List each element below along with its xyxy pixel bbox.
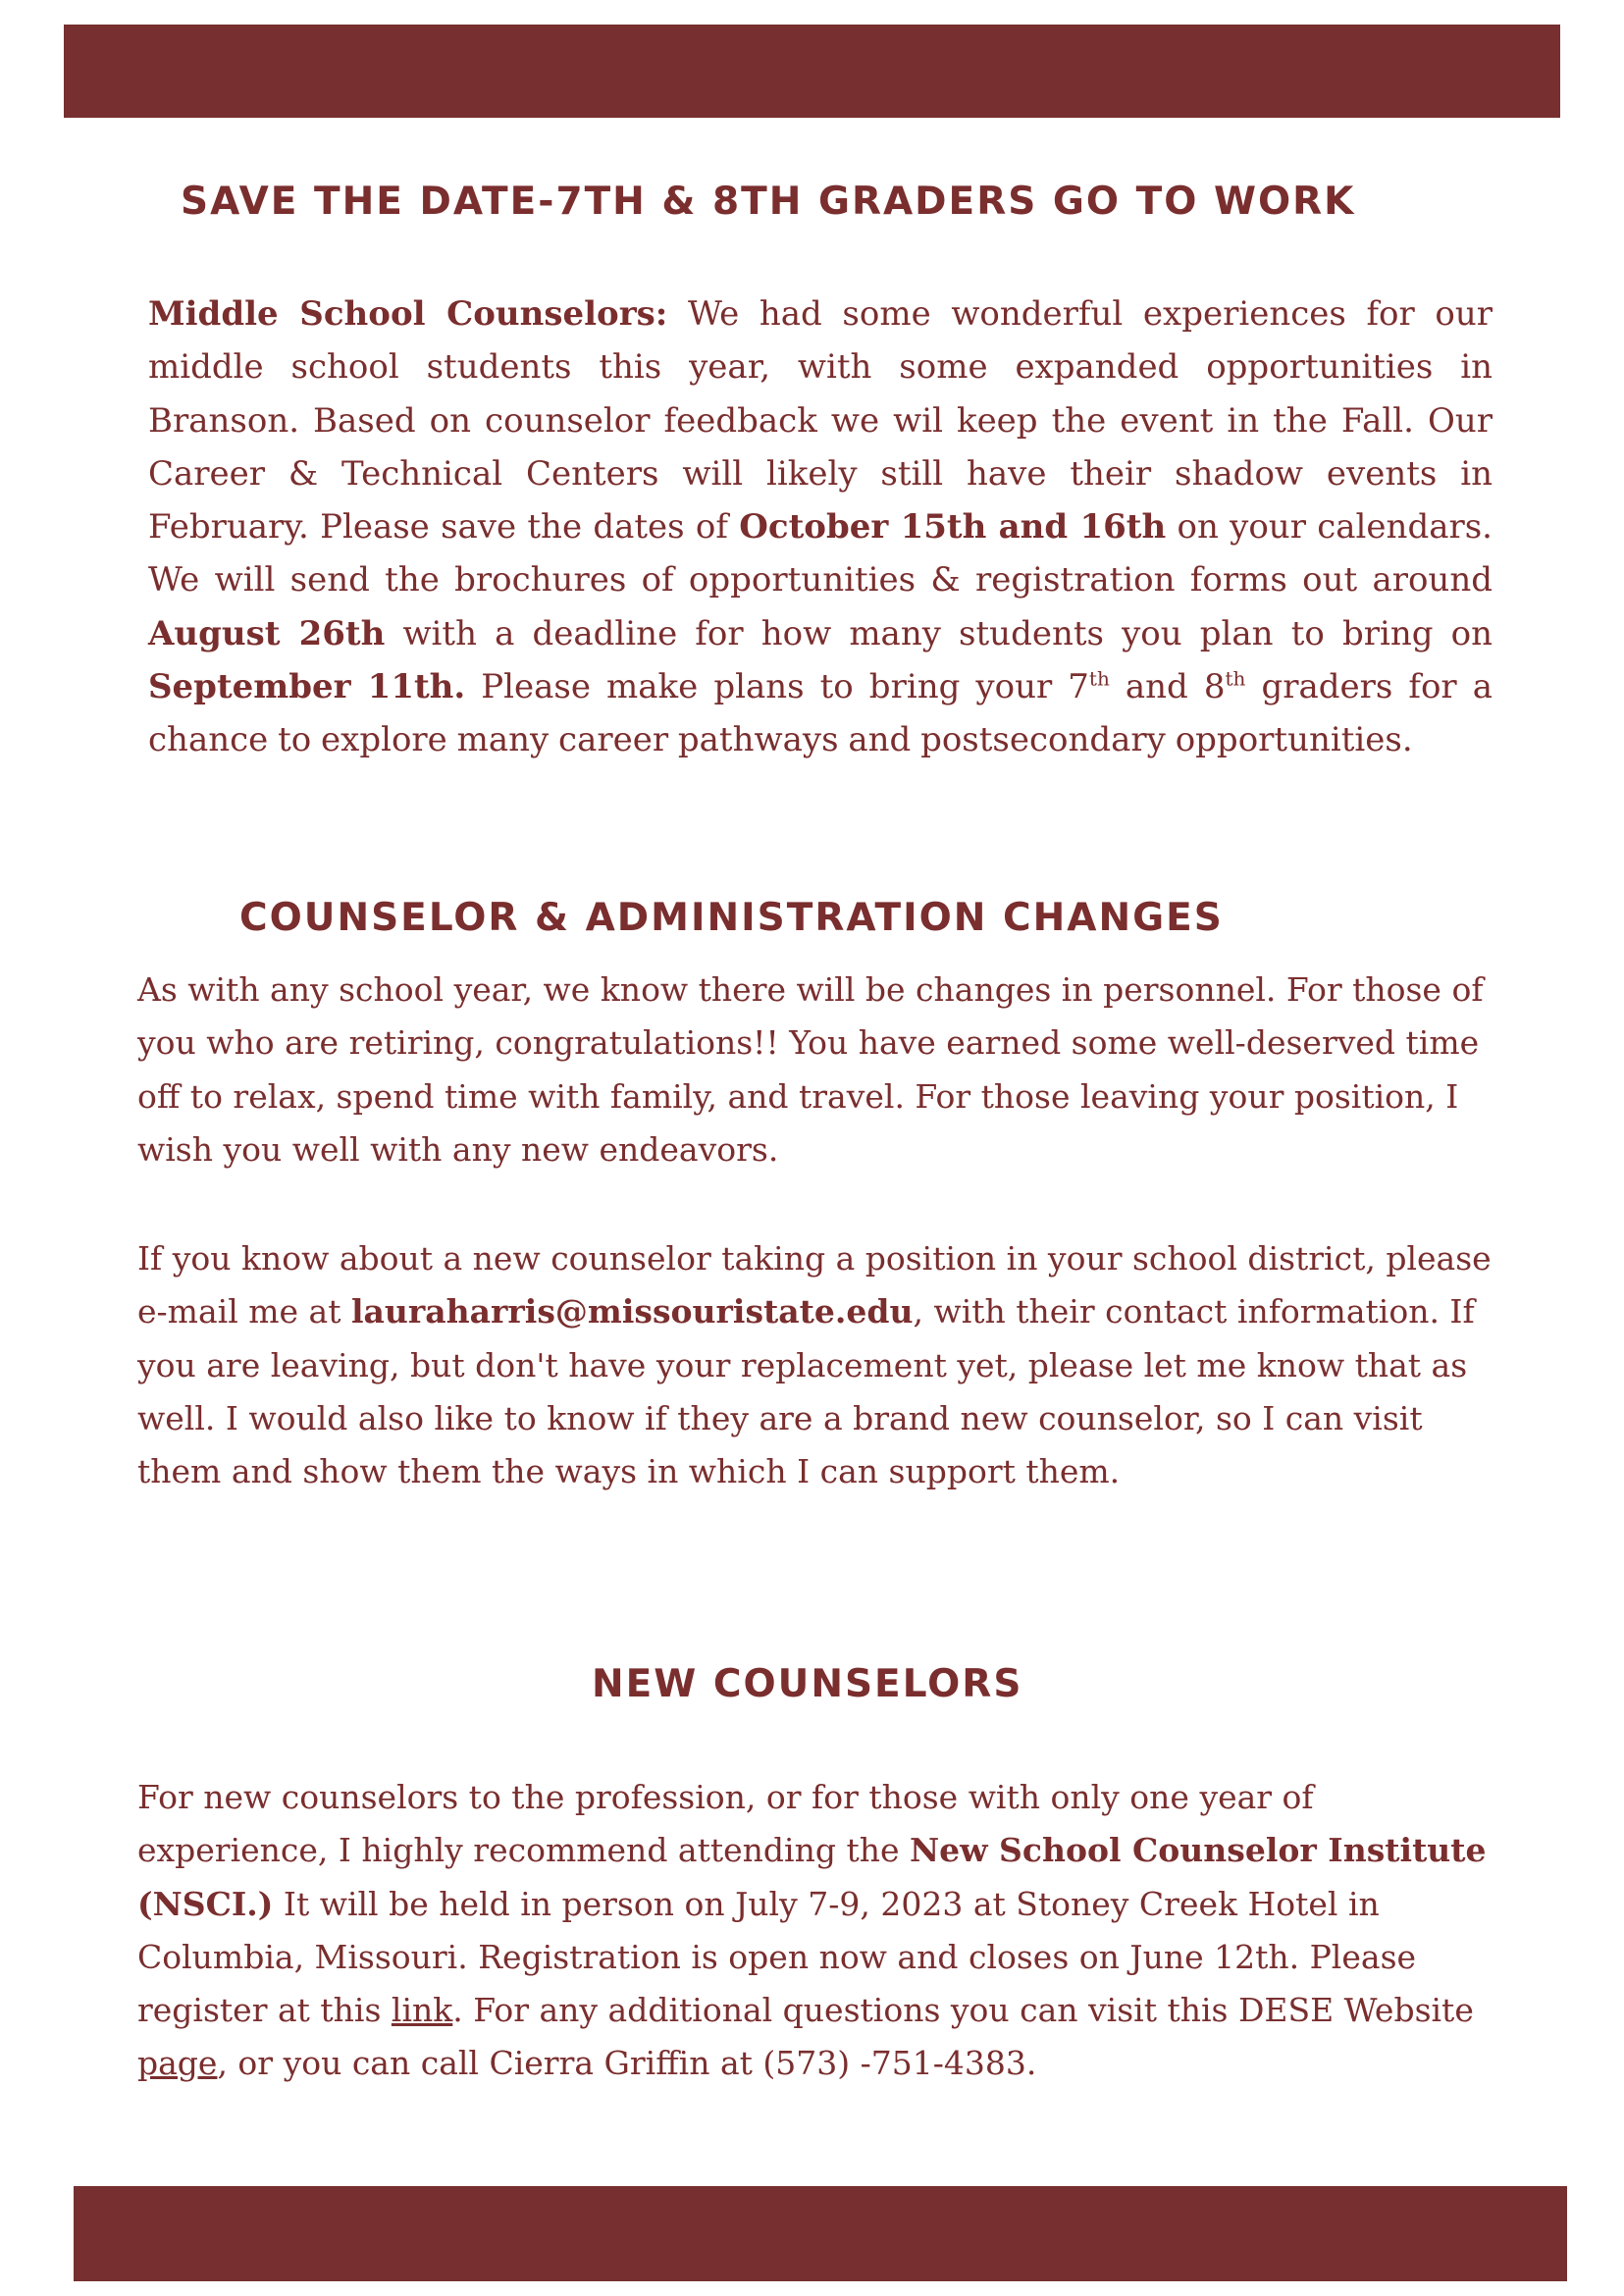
save-the-date-heading: SAVE THE DATE-7TH & 8TH GRADERS GO TO WORK xyxy=(181,180,1356,224)
contact-email[interactable]: lauraharris@missouristate.edu xyxy=(350,1292,914,1331)
changes-paragraph-1: As with any school year, we know there will be changes in personnel. For those of you who are retiring, congratulations!! You have earned some well-deserved time off to relax, spend time with family, and travel. For those leaving your position, I wish you well with any new endeavors. xyxy=(137,970,1484,1169)
bottom-banner xyxy=(74,2186,1567,2281)
save-the-date-paragraph: Middle School Counselors: We had some wonderful experiences for our middle school students this year, with some expanded opportunities in Branson. Based on counselor feedback we wil keep the event in the Fall. Our Career & Technical Centers will likely still have their shadow events in February. Please save the dates of October 15th and 16th on your calendars. We will send the brochures of opportunities & registration forms out around August 26th with a deadline for how many students you plan to bring on September 11th. Please make plans to bring your 7th and 8th graders for a chance to explore many career pathways and postsecondary opportunities. xyxy=(148,294,1493,760)
dese-page-link[interactable]: page xyxy=(137,2044,218,2083)
new-counselors-paragraph: For new counselors to the profession, or for those with only one year of experience, I highly recommend attending the New School Counselor Institute (NSCI.) It will be held in person on July 7-9, 2023 at Stoney Creek Hotel in Columbia, Missouri. Registration is open now and closes on June 12th. Please register at this link. For any additional questions you can visit this DESE Website page, or you can call Cierra Griffin at (573) -751-4383. xyxy=(137,1778,1487,2083)
event-dates: October 15th and 16th xyxy=(739,507,1167,548)
deadline-date: September 11th. xyxy=(148,667,466,707)
institute-name: New School Counselor Institute (NSCI.) xyxy=(137,1831,1487,1923)
top-banner xyxy=(64,25,1560,118)
changes-heading: COUNSELOR & ADMINISTRATION CHANGES xyxy=(239,896,1224,940)
register-link[interactable]: link xyxy=(391,1991,453,2030)
brochure-date: August 26th xyxy=(148,613,386,653)
new-counselors-heading: NEW COUNSELORS xyxy=(592,1662,1023,1706)
lead-label: Middle School Counselors: xyxy=(148,294,668,334)
changes-paragraph-2: If you know about a new counselor taking a position in your school district, please e-mail me at lauraharris@missouristate.edu, with their contact information. If you are leaving, but don't have your replacement yet, please let me know that as well. I would also like to know if they are a brand new counselor, so I can visit them and show them the ways in which I can support them. xyxy=(137,1239,1492,1491)
